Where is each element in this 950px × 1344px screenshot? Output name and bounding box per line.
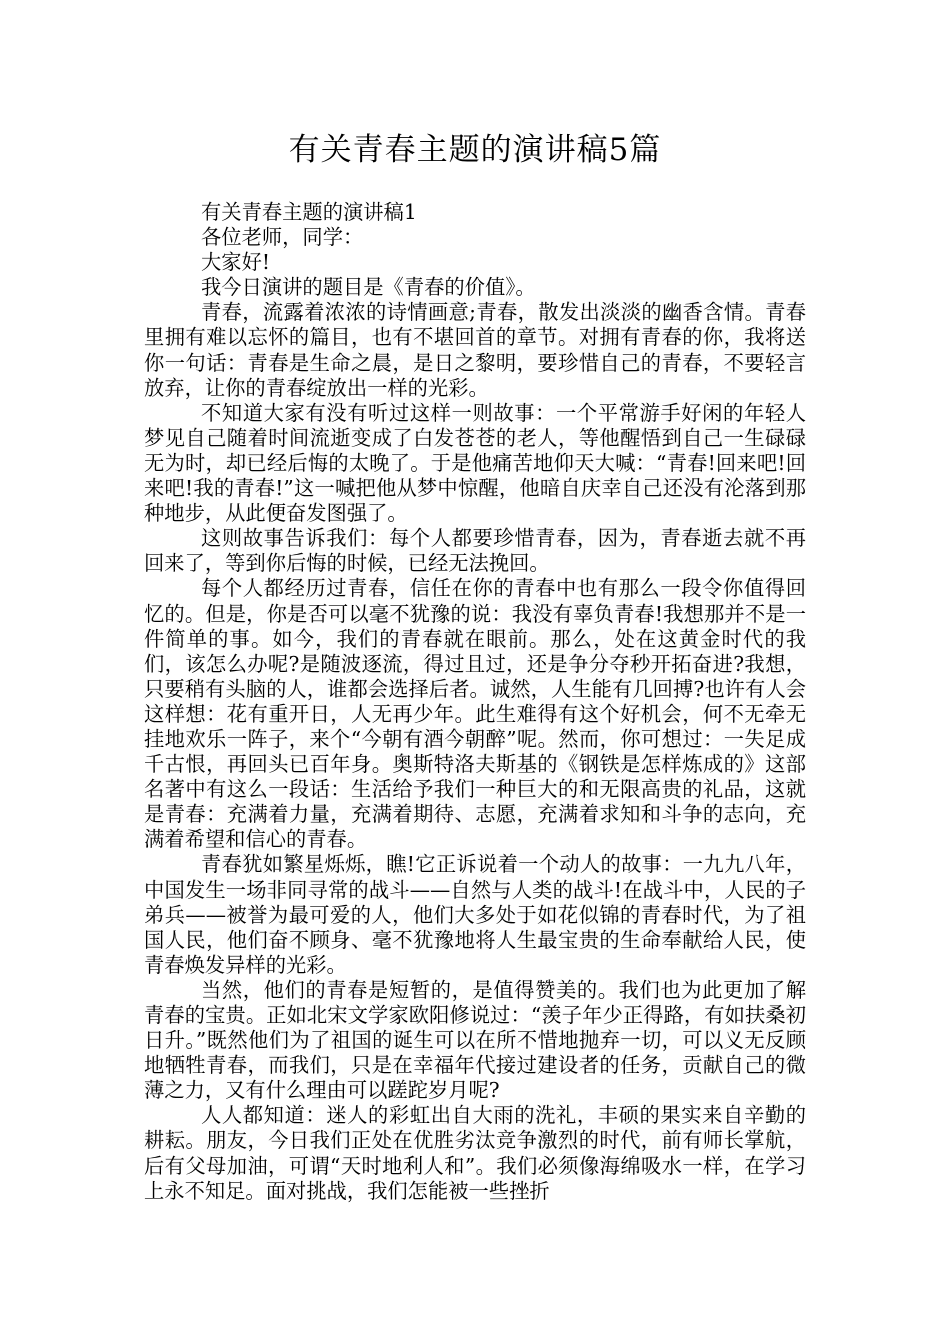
speech-heading: 有关青春主题的演讲稿1 xyxy=(201,200,417,224)
speech-topic: 我今日演讲的题目是《青春的价值》。 xyxy=(201,275,536,300)
body-paragraph: 不知道大家有没有听过这样一则故事：一个平常游手好闲的年轻人梦见自己随着时间流逝变成了白发苍苍的老人，等他醒悟到自己一生碌碌无为时，却已经后悔的太晚了。于是他痛苦地仰天大喊：“青春!回来吧!回来吧!我的青春!”这一喊把他从梦中惊醒，他暗自庆幸自己还没有沦落到那种地步，从此便奋发图强了。 xyxy=(144,400,806,526)
body-paragraph: 每个人都经历过青春，信任在你的青春中也有那么一段令你值得回忆的。但是，你是否可以毫不犹豫的说：我没有辜负青春!我想那并不是一件简单的事。如今，我们的青春就在眼前。那么，处在这黄金时代的我们，该怎么办呢?是随波逐流，得过且过，还是争分夺秒开拓奋进?我想，只要稍有头脑的人，谁都会选择后者。诚然，人生能有几回搏?也许有人会这样想：花有重开日，人无再少年。此生难得有这个好机会，何不无牵无挂地欢乐一阵子，来个“今朝有酒今朝醉”呢。然而，你可想过：一失足成千古恨，再回头已百年身。奥斯特洛夫斯基的《钢铁是怎样炼成的》这部名著中有这么一段话：生活给予我们一种巨大的和无限高贵的礼品，这就是青春：充满着力量，充满着期待、志愿，充满着求知和斗争的志向，充满着希望和信心的青春。 xyxy=(144,576,806,852)
body-paragraph: 当然，他们的青春是短暂的，是值得赞美的。我们也为此更加了解青春的宝贵。正如北宋文学家欧阳修说过：“羡子年少正得路，有如扶桑初日升。”既然他们为了祖国的诞生可以在所不惜地抛弃一切，可以义无反顾地牺牲青春，而我们，只是在幸福年代接过建设者的任务，贡献自己的微薄之力，又有什么理由可以蹉跎岁月呢? xyxy=(144,977,806,1103)
document-title: 有关青春主题的演讲稿5篇 xyxy=(288,132,662,168)
greeting: 大家好! xyxy=(201,250,270,275)
body-paragraph: 青春，流露着浓浓的诗情画意;青春，散发出淡淡的幽香含情。青春里拥有难以忘怀的篇目，也有不堪回首的章节。对拥有青春的你，我将送你一句话：青春是生命之晨，是日之黎明，要珍惜自己的青春，不要轻言放弃，让你的青春绽放出一样的光彩。 xyxy=(144,300,806,400)
salutation: 各位老师，同学： xyxy=(201,225,364,250)
body-paragraph: 人人都知道：迷人的彩虹出自大雨的洗礼，丰硕的果实来自辛勤的耕耘。朋友，今日我们正处在优胜劣汰竞争激烈的时代，前有师长掌航，后有父母加油，可谓“天时地利人和”。我们必须像海绵吸水一样，在学习上永不知足。面对挑战，我们怎能被一些挫折 xyxy=(144,1103,806,1203)
body-paragraph: 青春犹如繁星烁烁，瞧!它正诉说着一个动人的故事：一九九八年，中国发生一场非同寻常的战斗——自然与人类的战斗!在战斗中，人民的子弟兵——被誉为最可爱的人，他们大多处于如花似锦的青春时代，为了祖国人民，他们奋不顾身、毫不犹豫地将人生最宝贵的生命奉献给人民，使青春焕发异样的光彩。 xyxy=(144,852,806,977)
body-paragraph: 这则故事告诉我们：每个人都要珍惜青春，因为，青春逝去就不再回来了，等到你后悔的时候，已经无法挽回。 xyxy=(144,526,806,576)
document-body xyxy=(144,200,806,1204)
